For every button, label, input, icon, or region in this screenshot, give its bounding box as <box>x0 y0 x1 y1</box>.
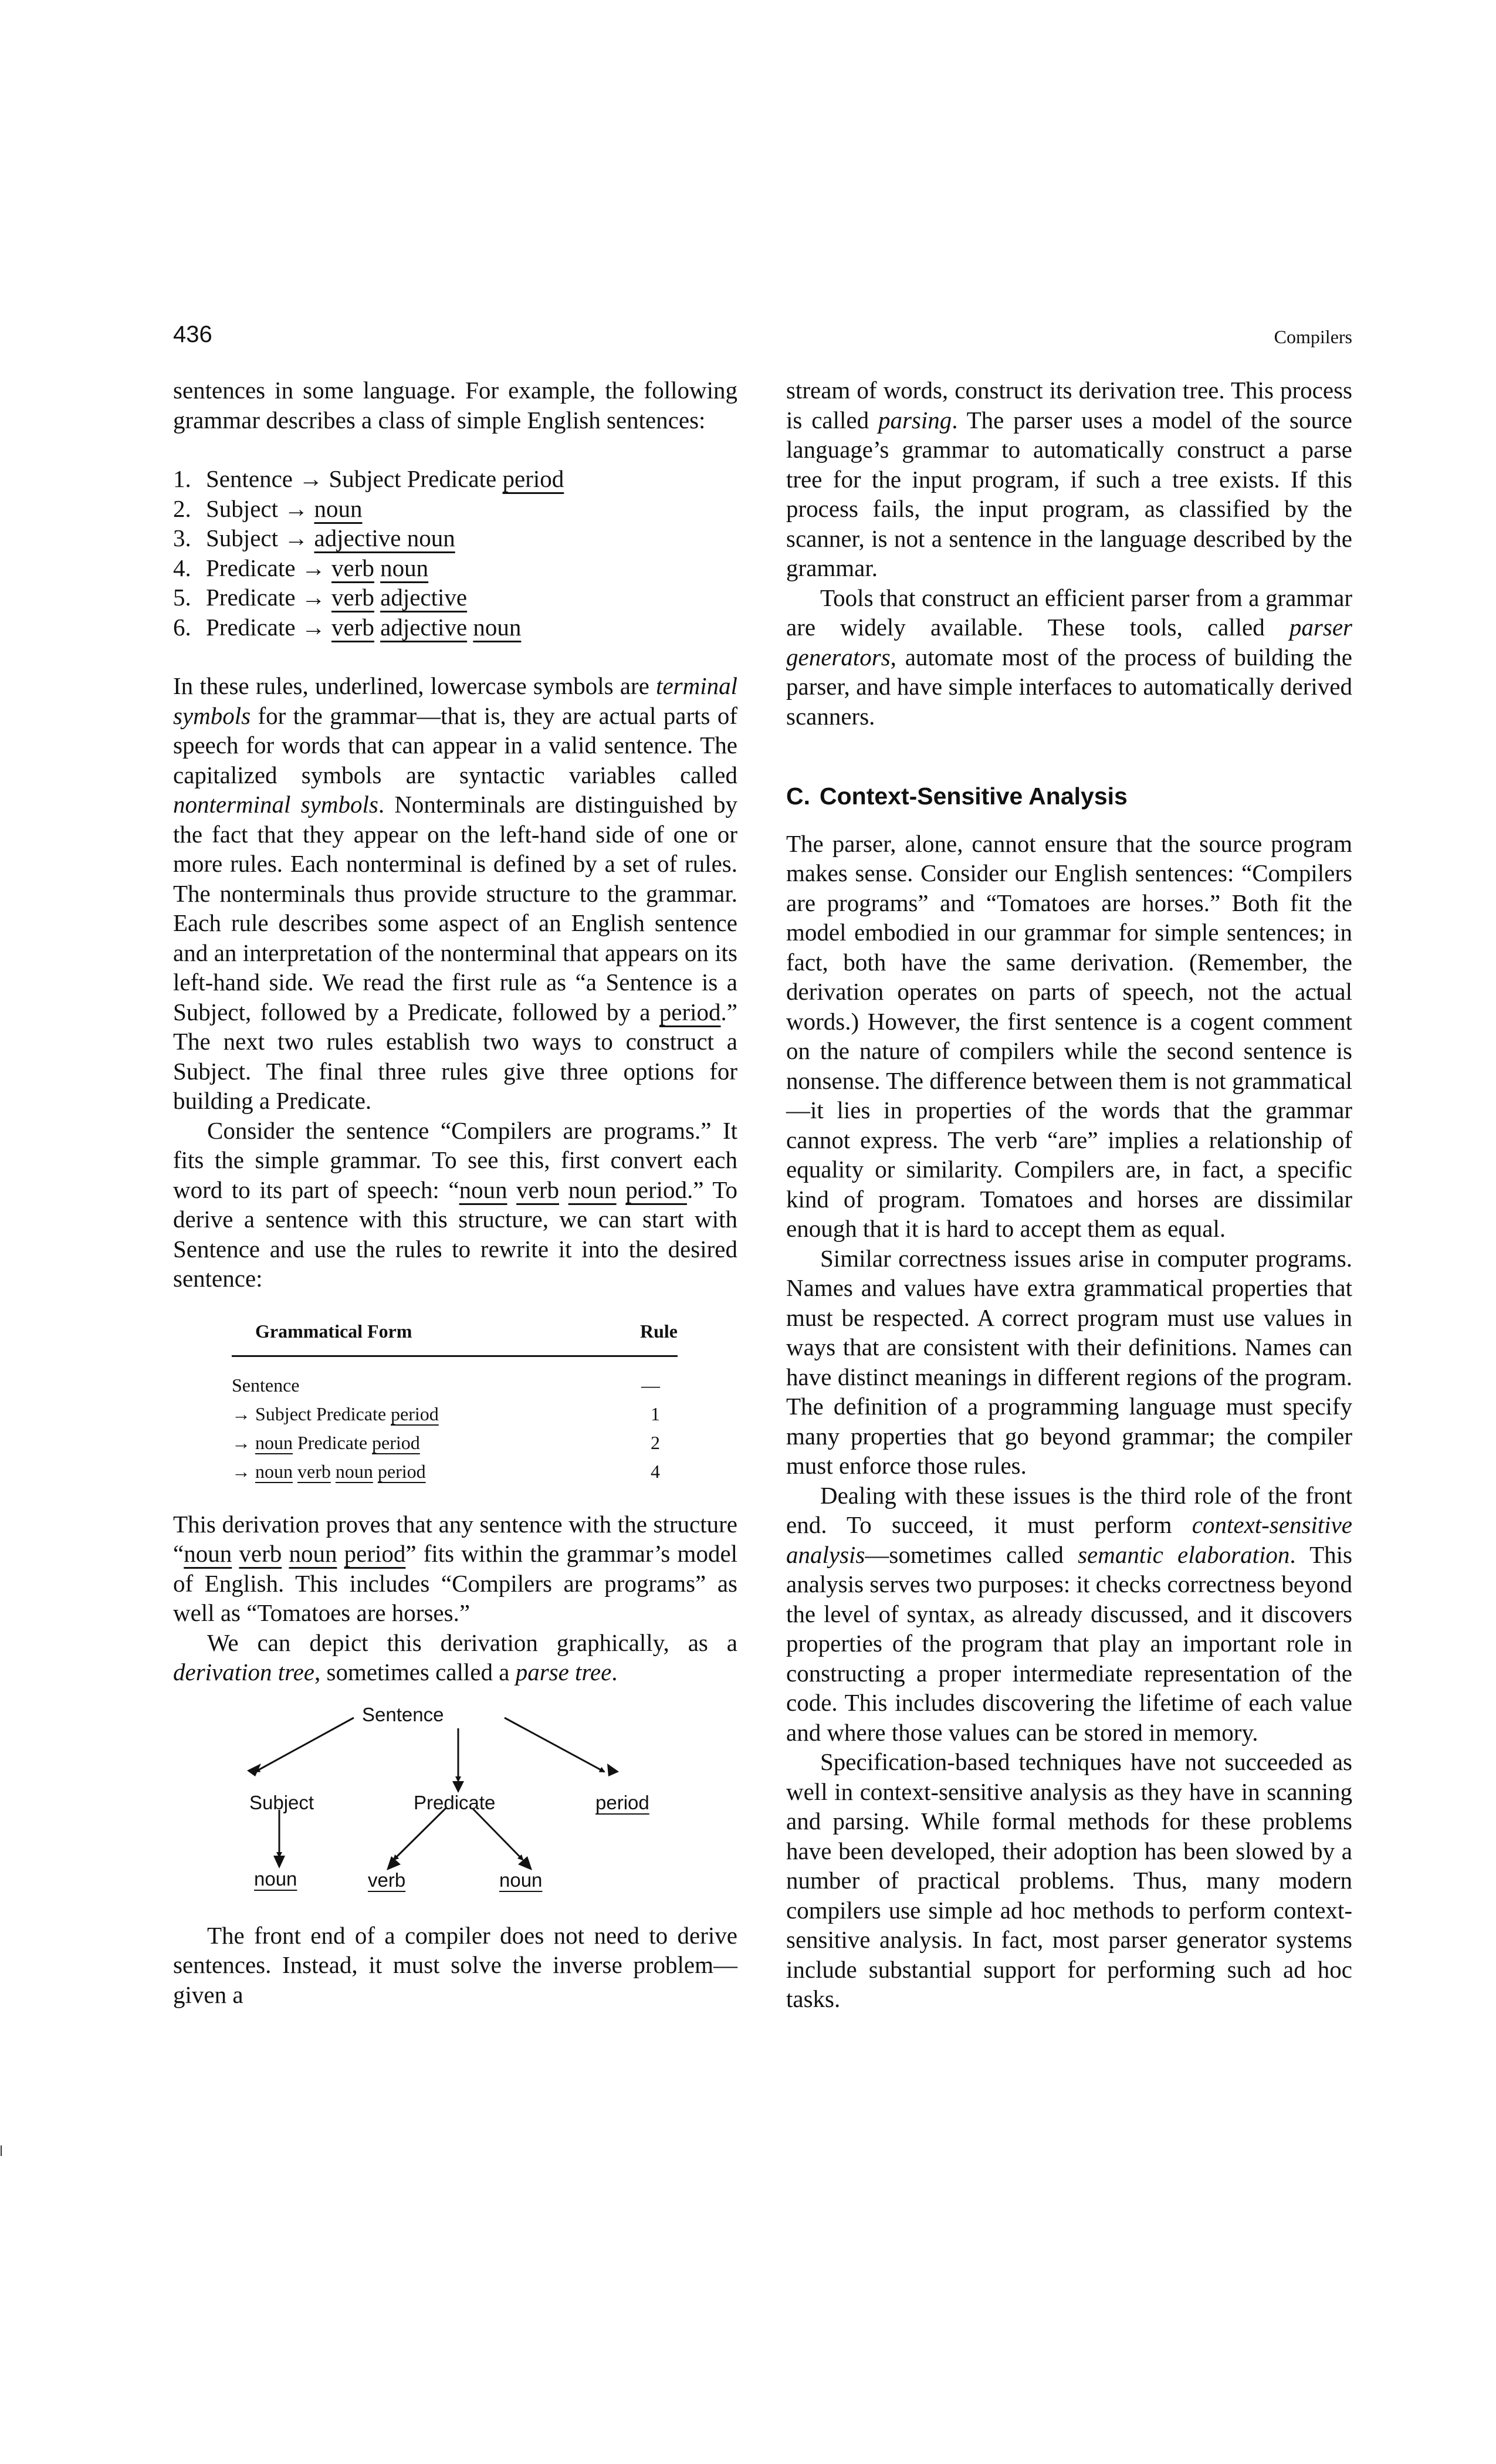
text: for the grammar—that is, they are actual parts of speech for words that can appear in a valid sentence. The capitalized symbols are syntactic variables called <box>173 702 737 788</box>
tree-node-period: period <box>595 1791 649 1813</box>
parsing-paragraph <box>786 375 1352 583</box>
table-row <box>232 1429 678 1457</box>
terminal-symbol: period <box>377 1460 426 1482</box>
symbol: Predicate <box>316 1403 387 1424</box>
arrow-icon: → <box>284 524 309 551</box>
rule-terminal: noun <box>473 613 522 641</box>
terminal-symbol: period <box>391 1403 439 1424</box>
arrow-icon: → <box>232 1431 251 1453</box>
terminal-symbol: period <box>372 1431 420 1453</box>
rule-terminal: verb <box>331 613 374 641</box>
terminal-word: noun <box>568 1176 617 1203</box>
tree-node-root: Sentence <box>362 1703 444 1725</box>
rule-cell: 2 <box>651 1431 660 1453</box>
term-emphasis: parser generators <box>786 614 1352 671</box>
tree-node-subject: Subject <box>249 1791 314 1813</box>
form-cell <box>232 1429 609 1457</box>
arrow-icon: → <box>232 1403 251 1424</box>
text: . This analysis serves two purposes: it checks correctness beyond the level of syntax, as already discussed, and it discovers properties of the program that play an important role in constructing a proper intermediate representation of the code. This includes discovering the lifetime of each value and where those values can be stored in memory. <box>786 1541 1353 1746</box>
text: .” The next two rules establish two ways to construct a Subject. The final three rules give three options for building a Predicate. <box>173 998 737 1114</box>
term-emphasis: parse tree <box>515 1659 612 1685</box>
term-emphasis: nonterminal symbols <box>173 791 378 818</box>
text: . The parser uses a model of the source language’s grammar to automatically construct a parse tree for the input program, if such a tree exists. If this process fails, the input program, as classified by the scanner, is not a sentence in the language described by the grammar. <box>786 406 1352 581</box>
grammar-rules-list <box>173 464 737 642</box>
text: . <box>611 1659 618 1685</box>
arrow-icon: → <box>301 613 326 641</box>
rule-terminal: adjective noun <box>314 524 455 551</box>
terminal-word: verb <box>239 1540 282 1567</box>
derivation-tree-diagram <box>173 1694 737 1905</box>
terminal-symbol: noun <box>335 1460 373 1482</box>
intro-paragraph: sentences in some language. For example, the following grammar describes a class of simple English sentences: <box>173 377 737 434</box>
rule-terminal: verb <box>331 584 374 611</box>
table-row <box>232 1400 678 1429</box>
rule-terminal: period <box>502 465 564 492</box>
rule-cell: 1 <box>651 1403 660 1424</box>
front-end-paragraph: The front end of a compiler does not need to derive sentences. Instead, it must solve the inverse problem—given a <box>173 1921 737 2008</box>
context-paragraph-4: Specification-based techniques have not succeeded as well in context-sensitive analysis as they have in scanning and parsing. While formal methods for these problems have been developed, their adoption has been slowed by a number of practical problems. Thus, many modern compilers use simple ad hoc methods to perform context-sensitive analysis. In fact, most parser generator systems include substantial support for performing such ad hoc tasks. <box>786 1748 1352 2012</box>
section-heading <box>786 781 1352 811</box>
terminal-symbols-paragraph <box>173 671 737 1116</box>
term-emphasis: context-sensitive analysis <box>786 1511 1352 1568</box>
left-column <box>173 375 737 2009</box>
rule-terminal: adjective <box>380 613 468 641</box>
table-row <box>232 1356 678 1400</box>
scan-artifact-mark <box>1 2145 2 2156</box>
running-head: Compilers <box>1274 326 1352 347</box>
tree-node-noun: noun <box>499 1869 543 1891</box>
text: This derivation proves that any sentence with the structure “ <box>173 1510 737 1567</box>
symbol: Sentence <box>232 1374 300 1396</box>
rule-cell: 4 <box>651 1460 660 1482</box>
column-header-form: Grammatical Form <box>232 1317 609 1356</box>
grammar-rule <box>173 553 737 583</box>
right-column <box>786 375 1352 2014</box>
arrow-icon: → <box>301 554 326 581</box>
rule-lhs: Predicate <box>206 584 296 611</box>
section-letter: C. <box>786 783 810 810</box>
derivation-tree-paragraph <box>173 1628 737 1687</box>
grammar-rule <box>173 494 737 524</box>
text: . Nonterminals are distinguished by the fact that they appear on the left-hand side of one or more rules. Each nonterminal is defined by a set of rules. The nonterminals thus provide structure to the grammar. Each rule describes some aspect of an English sentence and an interpretation of the nonterminal that appears on its left-hand side. We read the first rule as “a Sentence is a Subject, followed by a Predicate, followed by a <box>173 791 737 1025</box>
terminal-word: noun <box>289 1540 337 1567</box>
rule-number: 3. <box>173 524 191 551</box>
rule-lhs: Predicate <box>206 613 296 641</box>
context-paragraph-2: Similar correctness issues arise in computer programs. Names and values have extra grammatical properties that must be respected. A correct program must use values in ways that are consistent with their definitions. Names can have distinct meanings in different regions of the program. The definition of a programming language must specify many properties that go beyond grammar; the compiler must enforce those rules. <box>786 1244 1352 1479</box>
rule-terminal: noun <box>380 554 429 581</box>
rule-symbol: Predicate <box>407 465 497 492</box>
text: In these rules, underlined, lowercase symbols are <box>173 672 656 699</box>
terminal-symbol: verb <box>297 1460 331 1482</box>
form-cell <box>232 1400 609 1429</box>
text: ” fits within the grammar’s model of English. This includes “Compilers are programs” as well as “Tomatoes are horses.” <box>173 1540 738 1626</box>
text: —sometimes called <box>865 1541 1078 1568</box>
arrow-icon: → <box>284 495 309 522</box>
arrow-icon: → <box>301 584 326 611</box>
rule-lhs: Subject <box>206 524 278 551</box>
text: stream of words, construct its derivation tree. This process is called <box>786 377 1352 434</box>
symbol: Subject <box>255 1403 312 1424</box>
text: We can depict this derivation graphically, as a <box>207 1629 737 1656</box>
terminal-word: noun <box>459 1176 507 1203</box>
terminal-word: period <box>659 998 721 1025</box>
rule-lhs: Subject <box>206 495 278 522</box>
rule-terminal: adjective <box>380 584 468 611</box>
tree-node-verb: verb <box>368 1869 406 1891</box>
terminal-word: noun <box>184 1540 232 1567</box>
term-emphasis: semantic elaboration <box>1078 1541 1290 1568</box>
arrow-icon: → <box>299 465 323 492</box>
rule-number: 6. <box>173 613 191 641</box>
grammar-rule <box>173 464 737 494</box>
example-paragraph <box>173 1116 737 1294</box>
terminal-word: verb <box>516 1176 560 1203</box>
page-header <box>173 321 1352 351</box>
text: , sometimes called a <box>314 1659 516 1685</box>
page-number: 436 <box>173 321 212 347</box>
rule-terminal: noun <box>314 495 363 522</box>
rule-symbol: Subject <box>329 465 401 492</box>
term-emphasis: derivation tree <box>173 1659 314 1685</box>
term-emphasis: parsing <box>878 406 952 434</box>
symbol: Predicate <box>297 1431 368 1453</box>
text: Tools that construct an efficient parser from a grammar are widely available. These tools, called <box>786 584 1352 641</box>
rule-number: 1. <box>173 465 191 492</box>
context-paragraph-3 <box>786 1481 1352 1748</box>
text: Dealing with these issues is the third role of the front end. To succeed, it must perform <box>786 1481 1352 1538</box>
text: .” To derive a sentence with this structure, we can start with Sentence and use the rules to rewrite it into the desired sentence: <box>173 1176 737 1292</box>
terminal-symbol: noun <box>255 1431 293 1453</box>
parser-generators-paragraph <box>786 583 1352 732</box>
column-header-rule: Rule <box>609 1317 678 1356</box>
rule-number: 2. <box>173 495 191 522</box>
terminal-symbol: noun <box>255 1460 293 1482</box>
arrow-icon: → <box>232 1460 251 1482</box>
rule-lhs: Sentence <box>206 465 293 492</box>
table-row <box>232 1457 678 1486</box>
text: Consider the sentence “Compilers are programs.” It fits the simple grammar. To see this, first convert each word to its part of speech: “ <box>173 1116 737 1203</box>
grammar-rule <box>173 612 737 642</box>
grammar-rule <box>173 583 737 612</box>
rule-terminal: verb <box>331 554 374 581</box>
rule-cell: — <box>641 1374 660 1396</box>
form-cell <box>232 1457 609 1486</box>
tree-node-noun: noun <box>254 1867 297 1890</box>
rule-number: 5. <box>173 584 191 611</box>
tree-node-predicate: Predicate <box>414 1791 496 1813</box>
text: , automate most of the process of building the parser, and have simple interfaces to automatically derived scanners. <box>786 643 1352 730</box>
rule-lhs: Predicate <box>206 554 296 581</box>
term-emphasis: terminal symbols <box>173 672 737 729</box>
terminal-word: period <box>344 1540 406 1567</box>
derivation-table <box>232 1317 678 1486</box>
form-cell <box>232 1356 609 1400</box>
rule-number: 4. <box>173 554 191 581</box>
section-title: Context-Sensitive Analysis <box>820 783 1128 810</box>
derivation-proof-paragraph <box>173 1509 737 1628</box>
grammar-rule <box>173 523 737 553</box>
context-paragraph-1: The parser, alone, cannot ensure that the source program makes sense. Consider our English sentences: “Compilers are programs” and “Tomatoes are horses.” Both fit the model embodied in our grammar for simple sentences; in fact, both have the same derivation. (Remember, the derivation operates on parts of speech, not the actual words.) However, the first sentence is a cogent comment on the nature of compilers while the second sentence is nonsense. The difference between them is not grammatical—it lies in properties of the words that the grammar cannot express. The verb “are” implies a relationship of equality or similarity. Compilers are, in fact, a specific kind of program. Tomatoes and horses are dissimilar enough that it is hard to accept them as equal. <box>786 830 1352 1242</box>
terminal-word: period <box>625 1176 687 1203</box>
